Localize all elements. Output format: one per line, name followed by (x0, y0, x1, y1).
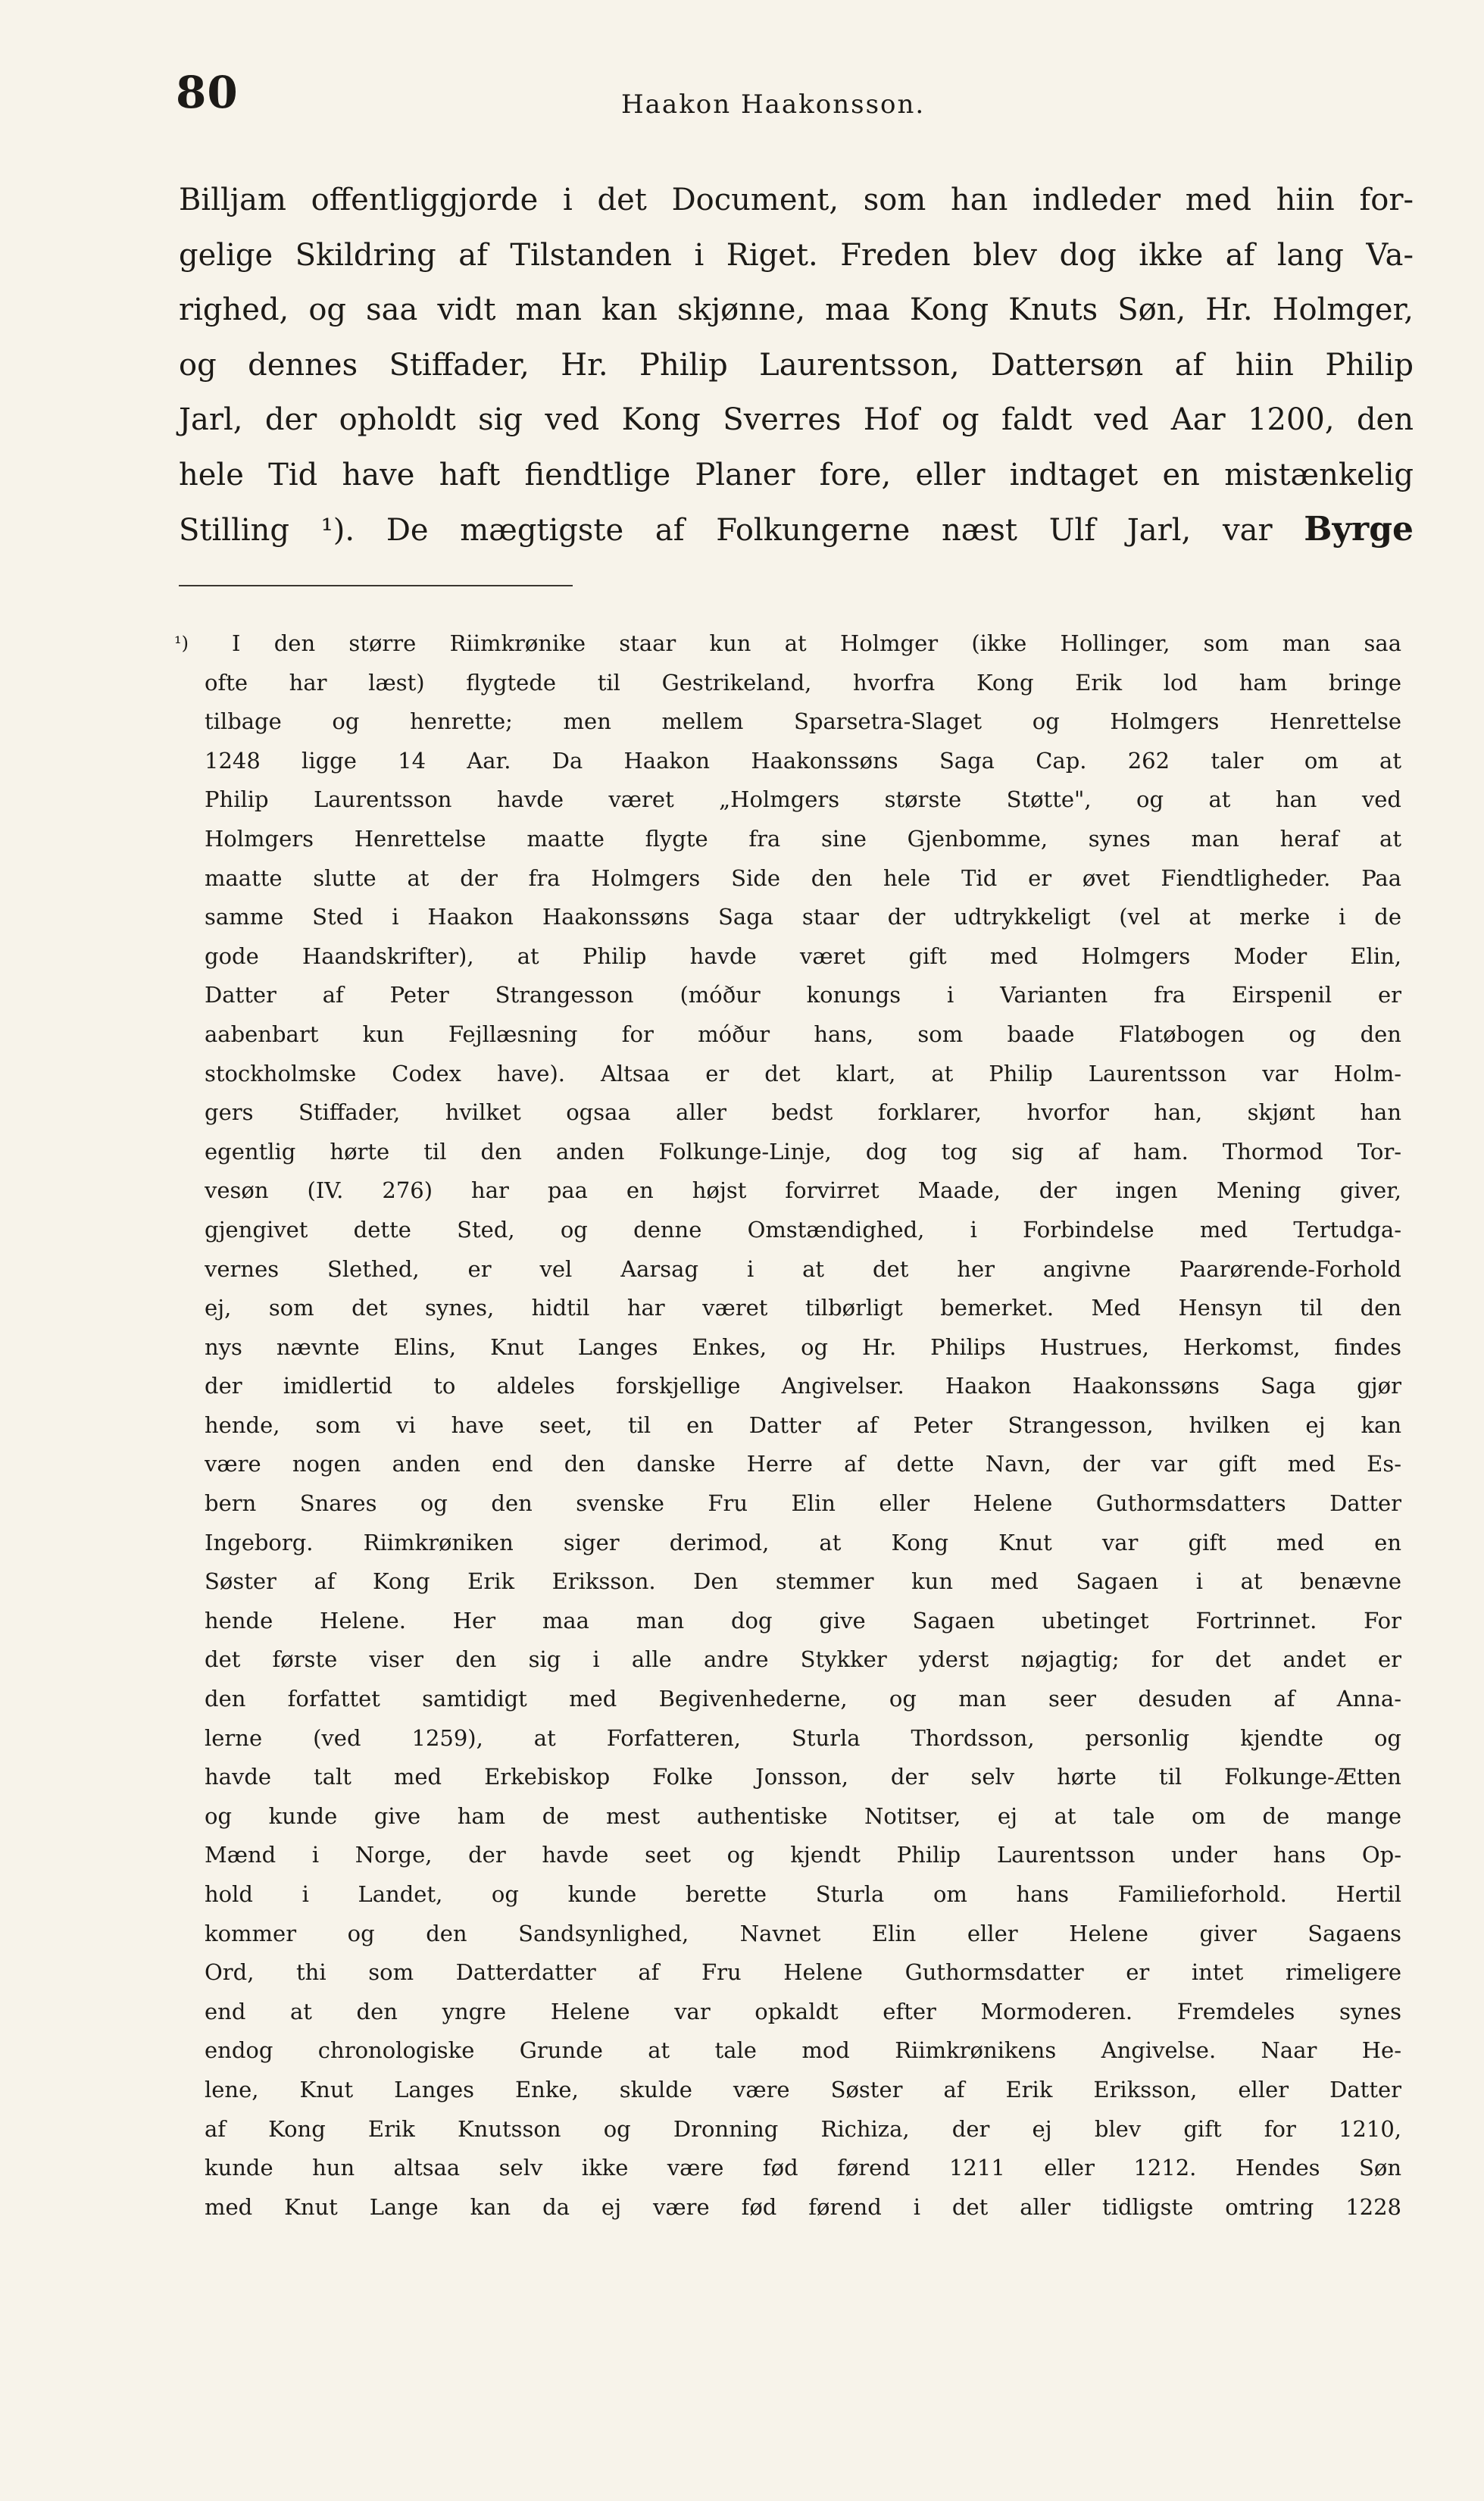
footnote-line: hold i Landet, og kunde berette Sturla om hans Familieforhold. Hertil (205, 1881, 1401, 1907)
footnote-line: være nogen anden end den danske Herre af dette Navn, der var gift med Es- (205, 1451, 1401, 1477)
footnote-line: og kunde give ham de mest authentiske Notitser, ej at tale om de mange (205, 1802, 1401, 1829)
footnote-line: af Kong Erik Knutsson og Dronning Richiza, der ej blev gift for 1210, (205, 2115, 1401, 2142)
main-text (179, 173, 1414, 558)
body-line: og dennes Stiffader, Hr. Philip Laurentsson, Dattersøn af hiin Philip (179, 347, 1414, 383)
footnote-line: endog chronologiske Grunde at tale mod Riimkrønikens Angivelse. Naar He- (205, 2037, 1401, 2064)
footnote-line: egentlig hørte til den anden Folkunge-Linje, dog tog sig af ham. Thormod Tor- (205, 1138, 1401, 1165)
footnote-line: den forfattet samtidigt med Begivenhederne, og man seer desuden af Anna- (205, 1686, 1401, 1712)
footnote-line: lene, Knut Langes Enke, skulde være Søster af Erik Eriksson, eller Datter (205, 2076, 1401, 2102)
footnote-line: Philip Laurentsson havde været „Holmgers største Støtte", og at han ved (205, 786, 1401, 813)
footnote-line: maatte slutte at der fra Holmgers Side den hele Tid er øvet Fiendtligheder. Paa (205, 864, 1401, 891)
footnote-line: I den større Riimkrønike staar kun at Holmger (ikke Hollinger, som man saa (232, 630, 1401, 656)
footnote-line: kommer og den Sandsynlighed, Navnet Elin eller Helene giver Sagaens (205, 1920, 1401, 1946)
footnote-line: Holmgers Henrettelse maatte flygte fra sine Gjenbomme, synes man heraf at (205, 825, 1401, 852)
footnote-line: nys nævnte Elins, Knut Langes Enkes, og Hr. Philips Hustrues, Herkomst, findes (205, 1333, 1401, 1360)
page-number: 80 (176, 67, 239, 118)
body-line: Jarl, der opholdt sig ved Kong Sverres Hof og faldt ved Aar 1200, den (179, 402, 1414, 437)
body-line: gelige Skildring af Tilstanden i Riget. Freden blev dog ikke af lang Va- (179, 237, 1414, 273)
footnote-line: 1248 ligge 14 Aar. Da Haakon Haakonssøns Saga Cap. 262 taler om at (205, 747, 1401, 774)
footnotes (174, 624, 1401, 2227)
footnote-line: end at den yngre Helene var opkaldt efter Mormoderen. Fremdeles synes (205, 1998, 1401, 2024)
footnote-line: med Knut Lange kan da ej være fød førend i det aller tidligste omtring 1228 (205, 2193, 1401, 2220)
footnote-line: kunde hun altsaa selv ikke være fød førend 1211 eller 1212. Hendes Søn (205, 2155, 1401, 2181)
footnote-line: det første viser den sig i alle andre Stykker yderst nøjagtig; for det andet er (205, 1646, 1401, 1673)
footnote-line: hende, som vi have seet, til en Datter af Peter Strangesson, hvilken ej kan (205, 1412, 1401, 1438)
footnote-line: tilbage og henrette; men mellem Sparsetra-Slaget og Holmgers Henrettelse (205, 708, 1401, 735)
footnote-line: Datter af Peter Strangesson (móður konungs i Varianten fra Eirspenil er (205, 982, 1401, 1008)
body-line: Billjam offentliggjorde i det Document, som han indleder med hiin for- (179, 183, 1414, 217)
footnote-line: gjengivet dette Sted, og denne Omstændighed, i Forbindelse med Tertudga- (205, 1216, 1401, 1243)
footnote-line: aabenbart kun Fejllæsning for móður hans, som baade Flatøbogen og den (205, 1021, 1401, 1047)
footnote-line: der imidlertid to aldeles forskjellige Angivelser. Haakon Haakonssøns Saga gjør (205, 1373, 1401, 1399)
footnote-line: bern Snares og den svenske Fru Elin eller Helene Guthormsdatters Datter (205, 1490, 1401, 1517)
footnote-line: vesøn (IV. 276) har paa en højst forvirret Maade, der ingen Mening giver, (205, 1177, 1401, 1204)
footnote-line: Ingeborg. Riimkrøniken siger derimod, at Kong Knut var gift med en (205, 1529, 1401, 1555)
footnote-line: Søster af Kong Erik Eriksson. Den stemmer kun med Sagaen i at benævne (205, 1568, 1401, 1595)
body-line: hele Tid have haft fiendtlige Planer fore, eller indtaget en mistænkelig (179, 457, 1414, 492)
footnote-line: ofte har læst) flygtede til Gestrikeland, hvorfra Kong Erik lod ham bringe (205, 669, 1401, 696)
footnote-line: Mænd i Norge, der havde seet og kjendt Philip Laurentsson under hans Op- (205, 1842, 1401, 1868)
footnote-line: hende Helene. Her maa man dog give Sagaen ubetinget Fortrinnet. For (205, 1607, 1401, 1633)
footnote-rule (179, 585, 573, 586)
footnote-line: samme Sted i Haakon Haakonssøns Saga staar der udtrykkeligt (vel at merke i de (205, 904, 1401, 930)
body-line-text: Stilling ¹). De mægtigste af Folkungerne næst Ulf Jarl, var (179, 513, 1273, 548)
footnote-line: vernes Slethed, er vel Aarsag i at det her angivne Paarørende-Forhold (205, 1255, 1401, 1282)
footnote-line: gode Haandskrifter), at Philip havde været gift med Holmgers Moder Elin, (205, 943, 1401, 969)
running-head: Haakon Haakonsson. (621, 89, 926, 120)
footnote-line: ej, som det synes, hidtil har været tilbørligt bemerket. Med Hensyn til den (205, 1295, 1401, 1321)
footnote-marker: ¹) (174, 633, 189, 654)
footnote-line: stockholmske Codex have). Altsaa er det klart, at Philip Laurentsson var Holm- (205, 1060, 1401, 1086)
body-line-last (179, 502, 1414, 558)
footnote-line: lerne (ved 1259), at Forfatteren, Sturla Thordsson, personlig kjendte og (205, 1724, 1401, 1751)
body-line: righed, og saa vidt man kan skjønne, maa Kong Knuts Søn, Hr. Holmger, (179, 292, 1414, 327)
footnote-line: havde talt med Erkebiskop Folke Jonsson, der selv hørte til Folkunge-Ætten (205, 1764, 1401, 1790)
footnote-line: Ord, thi som Datterdatter af Fru Helene Guthormsdatter er intet rimeligere (205, 1959, 1401, 1986)
footnote-line: gers Stiffader, hvilket ogsaa aller bedst forklarer, hvorfor han, skjønt han (205, 1099, 1401, 1126)
bold-name: Byrge (1304, 510, 1414, 549)
